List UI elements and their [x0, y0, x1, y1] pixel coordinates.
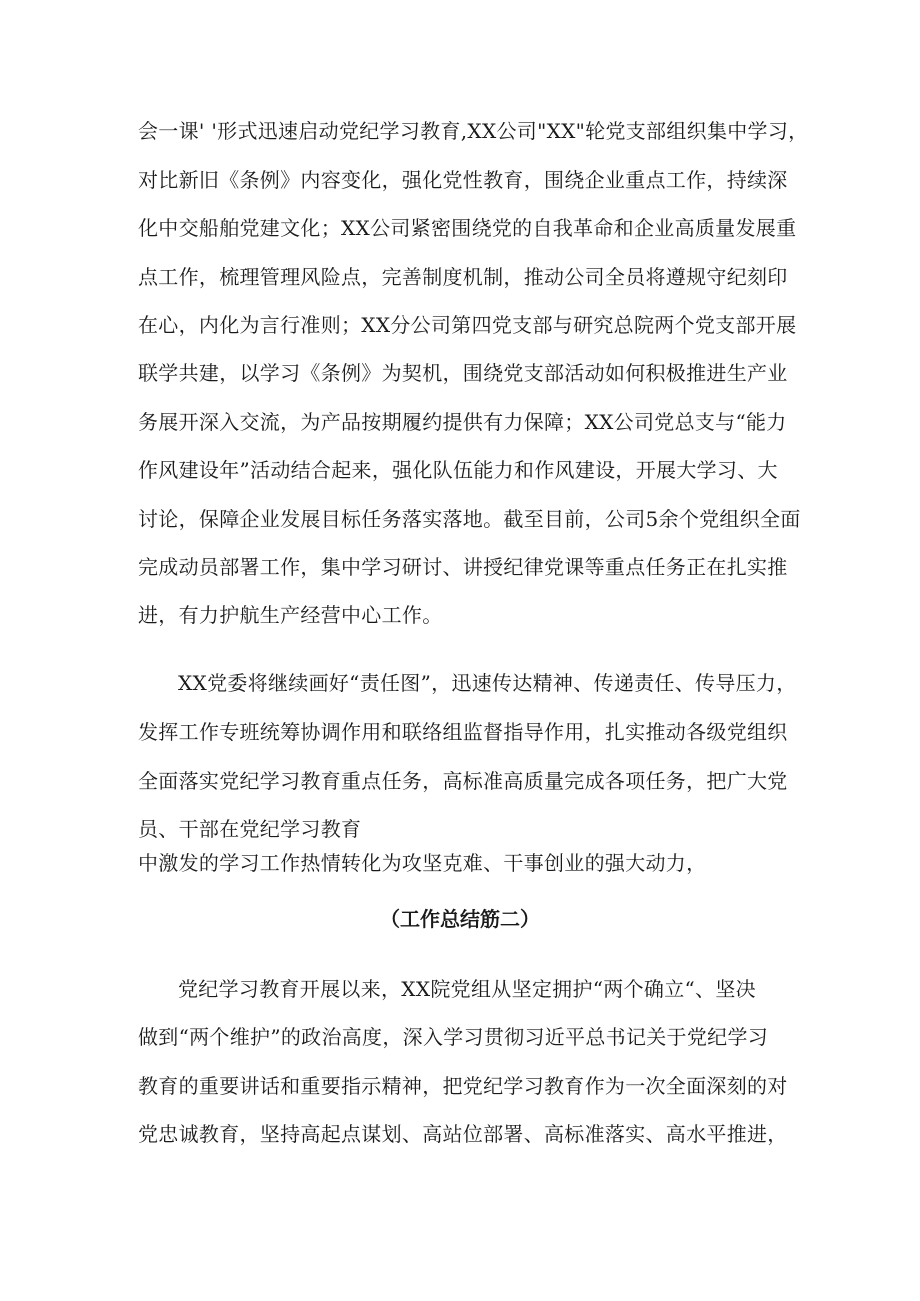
paragraph-line: 完成动员部署工作，集中学习研讨、讲授纪律党课等重点任务正在扎实推 [138, 555, 788, 579]
section-heading: （工作总结筋二） [380, 907, 540, 931]
paragraph-line: 中激发的学习工作热情转化为攻坚克难、干事创业的强大动力， [138, 851, 707, 875]
paragraph-line: 讨论，保障企业发展目标任务落实落地。截至目前，公司5余个党组织全面 [138, 507, 801, 531]
paragraph-line: 党忠诚教育，坚持高起点谋划、高站位部署、高标准落实、高水平推进， [138, 1122, 788, 1146]
paragraph-line: 党纪学习教育开展以来，XX院党组从坚定拥护“两个确立“、坚决 [178, 977, 756, 1001]
paragraph-line: 进，有力护航生产经营中心工作。 [138, 603, 443, 627]
paragraph-line: 做到“两个维护”的政治高度，深入学习贯彻习近平总书记关于党纪学习 [138, 1025, 769, 1049]
paragraph-line: 全面落实党纪学习教育重点任务，高标准高质量完成各项任务，把广大党 [138, 769, 788, 793]
paragraph-line: 联学共建，以学习《条例》为契机，围绕党支部活动如何积极推进生产业 [138, 361, 788, 385]
paragraph-line: XX党委将继续画好“责任图”，迅速传达精神、传递责任、传导压力， [178, 671, 797, 695]
paragraph-line: 对比新旧《条例》内容变化，强化党性教育，围绕企业重点工作，持续深 [138, 168, 788, 192]
paragraph-line: 务展开深入交流，为产品按期履约提供有力保障；XX公司党总支与“能力 [138, 410, 787, 434]
paragraph-line: 教育的重要讲话和重要指示精神，把党纪学习教育作为一次全面深刻的对 [138, 1074, 788, 1098]
paragraph-line: 作风建设年”活动结合起来，强化队伍能力和作风建设，开展大学习、大 [138, 458, 778, 482]
paragraph-line: 会一课' '形式迅速启动党纪学习教育,XX公司"XX"轮党支部组织集中学习， [138, 119, 809, 143]
paragraph-line: 员、干部在党纪学习教育 [138, 817, 362, 841]
paragraph-line: 化中交船舶党建文化；XX公司紧密围绕党的自我革命和企业高质量发展重 [138, 216, 797, 240]
paragraph-line: 在心，内化为言行准则；XX分公司第四党支部与研究总院两个党支部开展 [138, 313, 797, 337]
paragraph-line: 发挥工作专班统筹协调作用和联络组监督指导作用，扎实推动各级党组织 [138, 720, 788, 744]
paragraph-line: 点工作，梳理管理风险点，完善制度机制，推动公司全员将遵规守纪刻印 [138, 265, 788, 289]
